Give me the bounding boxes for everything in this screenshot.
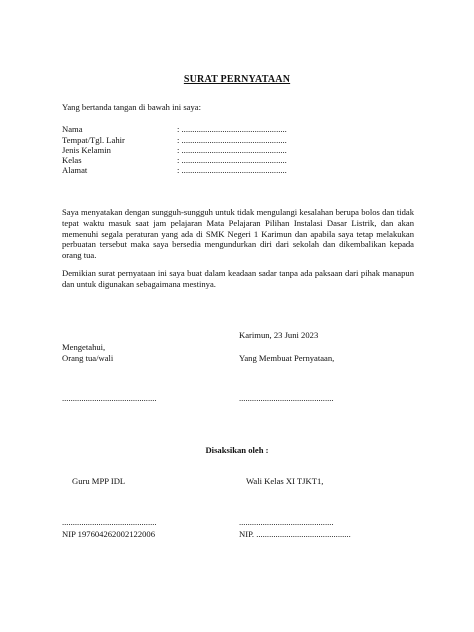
witness-left-title: Guru MPP IDL [72, 476, 126, 486]
witness-right-signature-line: ............................................ [239, 517, 334, 527]
document-title [0, 74, 474, 86]
place-date: Karimun, 23 Juni 2023 [239, 330, 319, 340]
witness-left-signature-line: ............................................ [62, 517, 157, 527]
statement-paragraph: Saya menyatakan dengan sungguh-sungguh untuk tidak mengulangi kesalahan berupa bolos dan tidak tepat waktu masuk saat jam pelajaran Mata Pelajaran Pilihan Instalasi Dasar Listrik, dan akan memenuhi segala peraturan yang ada di SMK Negeri 1 Karimun dan apabila saya tetap melakukan perbuatan tersebut maka saya bersedia mengundurkan diri dari sekolah dan dikembalikan kepada orang tua. [62, 207, 414, 261]
right-sign-line1: Yang Membuat Pernyataan, [239, 353, 335, 363]
field-value: : ................................................. [177, 165, 287, 175]
field-value: : ................................................. [177, 145, 287, 155]
right-signature-line: ............................................ [239, 393, 334, 403]
field-label: Jenis Kelamin [62, 145, 111, 155]
field-value: : ................................................. [177, 155, 287, 165]
field-label: Kelas [62, 155, 82, 165]
witness-right-nip: NIP. ............................................ [239, 529, 351, 539]
closing-paragraph: Demikian surat pernyataan ini saya buat dalam keadaan sadar tanpa ada paksaan dari pihak manapun dan untuk digunakan sebagaimana mestinya. [62, 268, 414, 289]
left-sign-line1: Mengetahui, [62, 342, 106, 352]
field-label: Nama [62, 124, 83, 134]
field-label: Tempat/Tgl. Lahir [62, 135, 125, 145]
field-row-nama [62, 124, 402, 135]
field-value: : ................................................. [177, 135, 287, 145]
intro-text: Yang bertanda tangan di bawah ini saya: [62, 102, 201, 112]
witness-left-nip: NIP 197604262002122006 [62, 529, 156, 539]
witness-heading: Disaksikan oleh : [205, 445, 269, 455]
field-value: : ................................................. [177, 124, 287, 134]
field-row-alamat [62, 165, 402, 176]
document-title-text: SURAT PERNYATAAN [183, 74, 291, 85]
left-sign-line2: Orang tua/wali [62, 353, 114, 363]
left-signature-line: ............................................ [62, 393, 157, 403]
field-label: Alamat [62, 165, 88, 175]
witness-right-title: Wali Kelas XI TJKT1, [246, 476, 324, 486]
